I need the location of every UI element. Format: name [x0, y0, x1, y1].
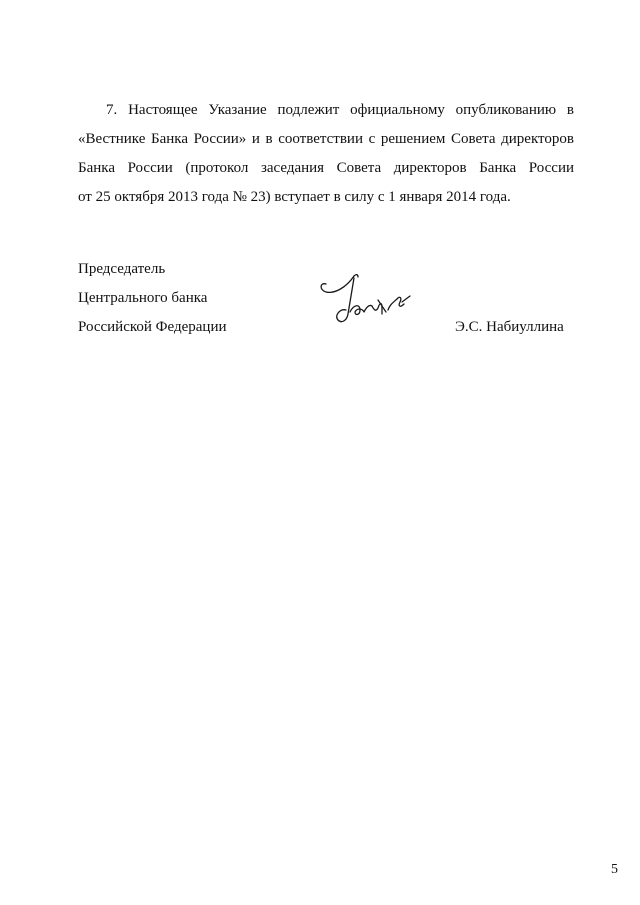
paragraph-line: 7. Настоящее Указание подлежит официальному опубликованию в [106, 102, 574, 118]
page-number: 5 [611, 862, 618, 877]
paragraph-line: Банка России (протокол заседания Совета директоров Банка России [78, 160, 574, 176]
paragraph-line: «Вестнике Банка России» и в соответствии с решением Совета директоров [78, 131, 574, 147]
handwritten-signature-icon [314, 268, 424, 328]
paragraph-7 [78, 96, 574, 212]
paragraph-line: от 25 октября 2013 года № 23) вступает в силу с 1 января 2014 года. [78, 189, 511, 205]
signatory-name: Э.С. Набиуллина [455, 319, 564, 335]
signatory-title-line: Центрального банка [78, 290, 208, 306]
signatory-title-line: Российской Федерации [78, 319, 227, 335]
signatory-title [78, 255, 227, 342]
signatory-title-line: Председатель [78, 261, 166, 277]
